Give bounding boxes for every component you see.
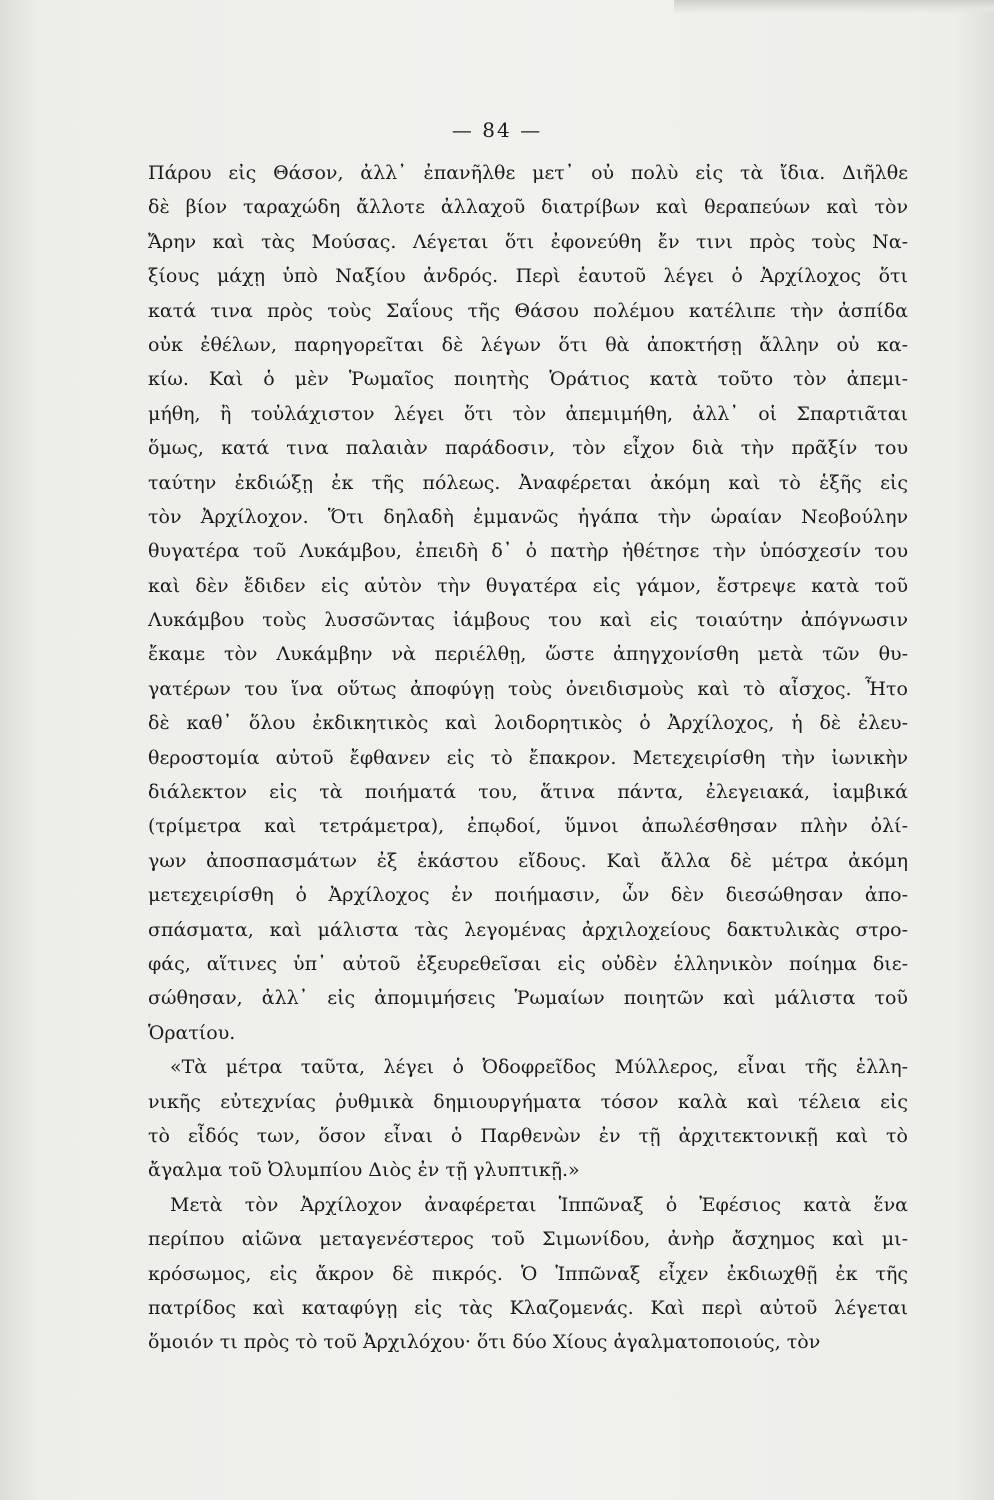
text-line: ἔκαμε τὸν Λυκάμβην νὰ περιέλθῃ, ὥστε ἀπηγχονίσθη μετὰ τῶν θυ-	[148, 643, 908, 666]
text-line: γων ἀποσπασμάτων ἐξ ἑκάστου εἴδους. Καὶ ἄλλα δὲ μέτρα ἀκόμη	[148, 849, 908, 872]
text-line: ὅμως, κατά τινα παλαιὰν παράδοσιν, τὸν εἶχον διὰ τὴν πρᾶξίν του	[148, 437, 908, 460]
paragraph	[148, 156, 908, 1050]
text-line: κατά τινα πρὸς τοὺς Σαΐους τῆς Θάσου πολέμου κατέλιπε τὴν ἀσπίδα	[148, 299, 908, 322]
text-line: θυγατέρα τοῦ Λυκάμβου, ἐπειδὴ δ᾽ ὁ πατὴρ ἠθέτησε τὴν ὑπόσχεσίν του	[148, 540, 908, 563]
text-line: ξίους μάχῃ ὑπὸ Ναξίου ἀνδρός. Περὶ ἑαυτοῦ λέγει ὁ Ἀρχίλοχος ὅτι	[148, 265, 908, 288]
text-line: περίπου αἰῶνα μεταγενέστερος τοῦ Σιμωνίδου, ἀνὴρ ἄσχημος καὶ μι-	[148, 1228, 908, 1251]
text-line: καὶ δὲν ἔδιδεν εἰς αὐτὸν τὴν θυγατέρα εἰς γάμον, ἔστρεψε κατὰ τοῦ	[148, 574, 908, 597]
text-line: γατέρων του ἵνα οὕτως ἀποφύγῃ τοὺς ὀνειδισμοὺς καὶ τὸ αἶσχος. Ἦτο	[148, 677, 908, 700]
text-line: ὅμοιόν τι πρὸς τὸ τοῦ Ἀρχιλόχου· ὅτι δύο Χίους ἀγαλματοποιούς, τὸν	[148, 1331, 821, 1354]
text-line: «Τὰ μέτρα ταῦτα, λέγει ὁ Ὀδοφρεῖδος Μύλλερος, εἶναι τῆς ἑλλη-	[170, 1056, 908, 1079]
text-line: σώθησαν, ἀλλ᾽ εἰς ἀπομιμήσεις Ῥωμαίων ποιητῶν καὶ μάλιστα τοῦ	[148, 987, 908, 1010]
paragraph	[148, 1188, 908, 1360]
text-line: φάς, αἵτινες ὑπ᾽ αὐτοῦ ἐξευρεθεῖσαι εἰς οὐδὲν ἑλληνικὸν ποίημα διε-	[148, 952, 908, 975]
text-line: σπάσματα, καὶ μάλιστα τὰς λεγομένας ἀρχιλοχείους δακτυλικὰς στρο-	[148, 918, 908, 941]
text-line: μήθη, ἢ τοὐλάχιστον λέγει ὅτι τὸν ἀπεμιμήθη, ἀλλ᾽ οἱ Σπαρτιᾶται	[148, 402, 908, 425]
text-line: οὐκ ἐθέλων, παρηγορεῖται δὲ λέγων ὅτι θὰ ἀποκτήσῃ ἄλλην οὐ κα-	[148, 333, 908, 356]
page-number: — 84 —	[451, 118, 543, 142]
text-line: πατρίδος καὶ καταφύγῃ εἰς τὰς Κλαζομενάς. Καὶ περὶ αὐτοῦ λέγεται	[148, 1296, 908, 1319]
text-line: διάλεκτον εἰς τὰ ποιήματά του, ἅτινα πάντα, ἐλεγειακά, ἰαμβικά	[148, 781, 908, 804]
text-line: θεροστομία αὐτοῦ ἔφθανεν εἰς τὸ ἔπακρον. Μετεχειρίσθη τὴν ἰωνικὴν	[148, 746, 908, 769]
text-line: δὲ βίον ταραχώδη ἄλλοτε ἀλλαχοῦ διατρίβων καὶ θεραπεύων καὶ τὸν	[148, 196, 908, 219]
text-line: δὲ καθ᾽ ὅλου ἐκδικητικὸς καὶ λοιδορητικὸς ὁ Ἀρχίλοχος, ἡ δὲ ἐλευ-	[148, 712, 908, 735]
text-line: κρόσωμος, εἰς ἄκρον δὲ πικρός. Ὁ Ἱππῶναξ εἶχεν ἐκδιωχθῇ ἐκ τῆς	[148, 1262, 908, 1285]
text-line: Μετὰ τὸν Ἀρχίλοχον ἀναφέρεται Ἱππῶναξ ὁ Ἐφέσιος κατὰ ἕνα	[170, 1193, 908, 1216]
text-line: ταύτην ἐκδιώξῃ ἐκ τῆς πόλεως. Ἀναφέρεται ἀκόμη καὶ τὸ ἑξῆς εἰς	[148, 471, 908, 494]
text-line: τὸν Ἀρχίλοχον. Ὅτι δηλαδὴ ἐμμανῶς ἠγάπα τὴν ὡραίαν Νεοβούλην	[148, 505, 908, 528]
text-line: μετεχειρίσθη ὁ Ἀρχίλοχος ἐν ποιήμασιν, ὧν δὲν διεσώθησαν ἀπο-	[148, 884, 908, 907]
page-edge-shadow	[674, 0, 994, 14]
text-line: νικῆς εὐτεχνίας ῥυθμικὰ δημιουργήματα τόσον καλὰ καὶ τέλεια εἰς	[148, 1090, 908, 1113]
text-line: Λυκάμβου τοὺς λυσσῶντας ἰάμβους του καὶ εἰς τοιαύτην ἀπόγνωσιν	[148, 609, 908, 632]
body-text	[148, 156, 908, 1360]
text-line: Ὁρατίου.	[148, 1021, 236, 1044]
text-line: Πάρου εἰς Θάσον, ἀλλ᾽ ἐπανῆλθε μετ᾽ οὐ πολὺ εἰς τὰ ἴδια. Διῆλθε	[148, 162, 908, 184]
text-line: τὸ εἶδός των, ὅσον εἶναι ὁ Παρθενὼν ἐν τῇ ἀρχιτεκτονικῇ καὶ τὸ	[148, 1124, 908, 1147]
text-line: κίω. Καὶ ὁ μὲν Ῥωμαῖος ποιητὴς Ὁράτιος κατὰ τοῦτο τὸν ἀπεμι-	[148, 368, 908, 391]
paragraph	[148, 1050, 908, 1188]
text-line: Ἄρην καὶ τὰς Μούσας. Λέγεται ὅτι ἐφονεύθη ἔν τινι πρὸς τοὺς Να-	[148, 230, 908, 253]
text-line: (τρίμετρα καὶ τετράμετρα), ἐπῳδοί, ὕμνοι ἀπωλέσθησαν πλὴν ὀλί-	[148, 815, 908, 838]
text-line: ἄγαλμα τοῦ Ὀλυμπίου Διὸς ἐν τῇ γλυπτικῇ.»	[148, 1159, 580, 1182]
